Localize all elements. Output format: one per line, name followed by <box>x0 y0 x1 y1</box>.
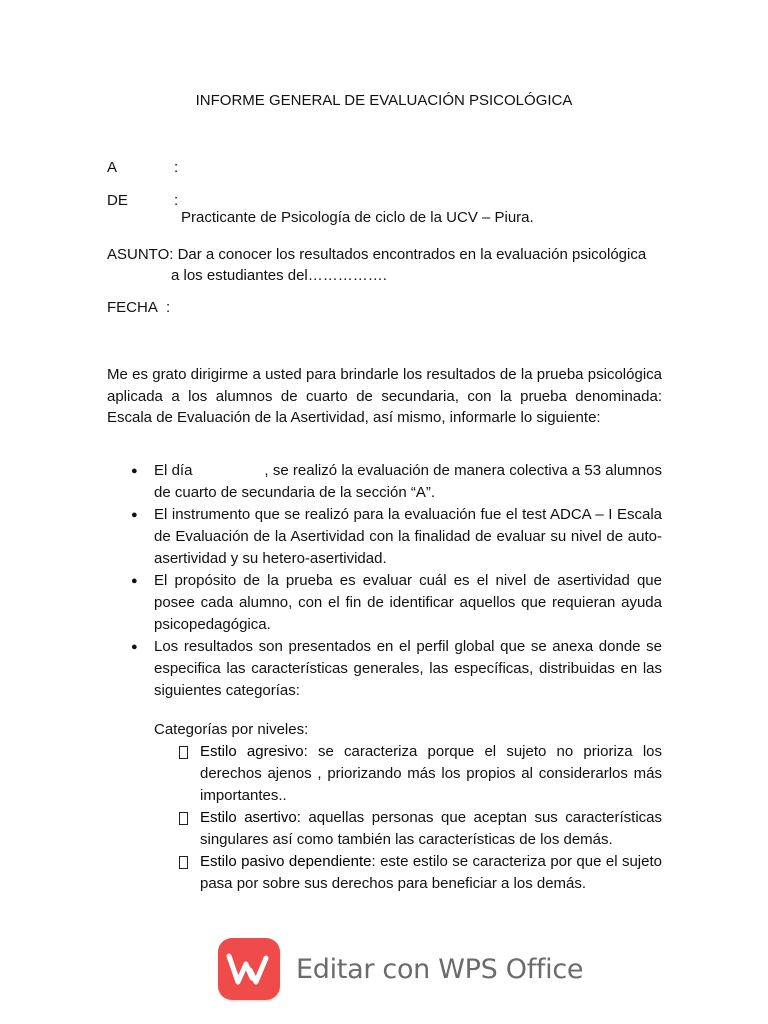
to-label: A <box>107 159 118 176</box>
checkbox-glyph-icon <box>179 856 188 869</box>
categories-list <box>176 741 662 895</box>
from-value: Practicante de Psicología de ciclo de la UCV – Piura. <box>181 209 534 226</box>
category-text: este estilo se caracteriza por que el sujeto pasa por sobre sus derechos para beneficiar a los demás. <box>200 853 662 892</box>
checkbox-glyph-icon <box>179 746 188 759</box>
bullet-icon: ● <box>131 465 138 477</box>
from-field <box>107 191 178 211</box>
bullet-text: Los resultados son presentados en el perfil global que se anexa donde se especifica las características generales, las específicas, distribuidas en las siguientes categorías: <box>154 638 662 699</box>
date-field <box>107 298 170 318</box>
bullet-list <box>107 460 667 702</box>
categories-title: Categorías por niveles: <box>154 721 309 738</box>
list-item <box>176 807 662 851</box>
intro-paragraph: Me es grato dirigirme a usted para brindarle los resultados de la prueba psicológica aplicada a los alumnos de cuarto de secundaria, con la prueba denominada: Escala de Evaluación de la Asertividad, así mismo, informarle lo siguiente: <box>107 366 662 426</box>
wps-edit-label[interactable]: Editar con WPS Office <box>296 953 584 985</box>
subject-line-2: a los estudiantes del……………. <box>171 267 387 284</box>
category-text: aquellas personas que aceptan sus características singulares así como también las características de los demás. <box>200 809 662 848</box>
date-separator: : <box>166 299 171 316</box>
list-item <box>107 504 662 570</box>
list-item <box>107 460 667 504</box>
from-label: DE <box>107 192 128 209</box>
bullet-text: El instrumento que se realizó para la evaluación fue el test ADCA – I Escala de Evaluación de la Asertividad con la finalidad de evaluar su nivel de auto-asertividad y su hetero-asertividad. <box>154 506 662 567</box>
date-label: FECHA <box>107 299 158 316</box>
wps-edit-banner[interactable] <box>218 936 583 1002</box>
checkbox-glyph-icon <box>179 812 188 825</box>
to-separator: : <box>174 159 179 176</box>
category-label: Estilo asertivo: <box>200 809 301 826</box>
bullet-icon: ● <box>131 575 138 587</box>
list-item <box>176 851 662 895</box>
subject-label: ASUNTO: <box>107 246 174 263</box>
list-item <box>107 636 662 702</box>
bullet-text: El propósito de la prueba es evaluar cuál es el nivel de asertividad que posee cada alumno, con el fin de identificar aquellos que requieran ayuda psicopedagógica. <box>154 572 662 633</box>
list-item <box>107 570 662 636</box>
to-field <box>107 158 178 178</box>
bullet-text: El día , se realizó la evaluación de manera colectiva a 53 alumnos de cuarto de secundaria de la sección “A”. <box>154 462 667 501</box>
wps-logo-icon <box>218 938 280 1000</box>
from-separator: : <box>174 192 179 209</box>
document-title: INFORME GENERAL DE EVALUACIÓN PSICOLÓGICA <box>195 92 573 109</box>
subject-field <box>107 245 646 265</box>
category-label: Estilo agresivo: <box>200 743 308 760</box>
category-label: Estilo pasivo dependiente: <box>200 853 376 870</box>
list-item <box>176 741 662 807</box>
bullet-icon: ● <box>131 641 138 653</box>
subject-line-1: Dar a conocer los resultados encontrados en la evaluación psicológica <box>177 246 647 263</box>
category-text: se caracteriza porque el sujeto no prioriza los derechos ajenos , priorizando más los propios al considerarlos más importantes.. <box>200 743 662 804</box>
bullet-icon: ● <box>131 509 138 521</box>
